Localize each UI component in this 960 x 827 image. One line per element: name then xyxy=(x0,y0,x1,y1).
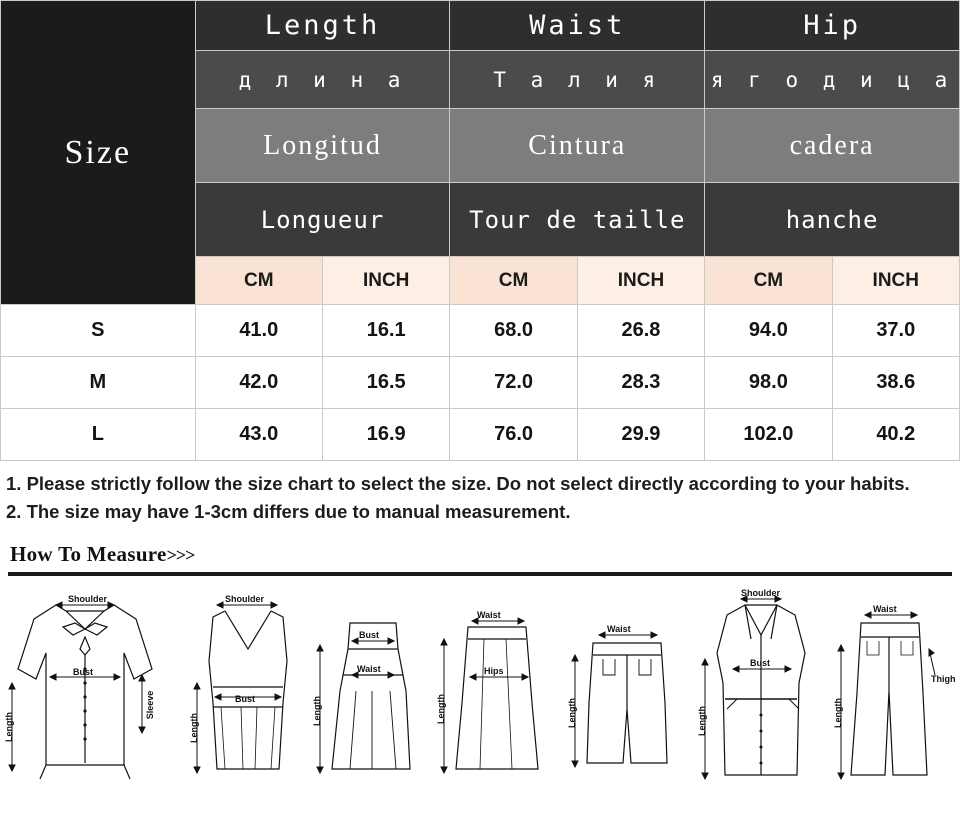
column-header-waist-fr: Tour de taille xyxy=(450,183,705,257)
column-header-waist-en: Waist xyxy=(450,1,705,51)
label-length: Length xyxy=(4,711,14,742)
camisole-diagram xyxy=(187,583,307,788)
column-header-hip-en: Hip xyxy=(705,1,960,51)
label-bust: Bust xyxy=(750,657,771,668)
label-sleeve: Sleeve xyxy=(145,690,155,719)
label-length: Length xyxy=(436,693,447,724)
unit-length-inch: INCH xyxy=(322,257,449,305)
cell-m-hip-cm: 98.0 xyxy=(705,357,832,409)
cell-m-waist-cm: 72.0 xyxy=(450,357,577,409)
cell-l-hip-inch: 40.2 xyxy=(832,409,959,461)
unit-waist-cm: CM xyxy=(450,257,577,305)
table-row xyxy=(1,305,960,357)
label-bust: Bust xyxy=(358,629,379,640)
label-length: Length xyxy=(832,697,843,728)
label-shoulder: Shoulder xyxy=(224,593,264,604)
label-waist: Waist xyxy=(872,603,897,614)
unit-waist-inch: INCH xyxy=(577,257,704,305)
cell-l-length-inch: 16.9 xyxy=(322,409,449,461)
mini-skirt-diagram xyxy=(432,583,562,788)
label-waist: Waist xyxy=(477,609,502,620)
column-header-length-ru: д л и н а xyxy=(195,51,450,109)
cell-s-hip-cm: 94.0 xyxy=(705,305,832,357)
label-length: Length xyxy=(188,712,199,743)
column-header-length-es: Longitud xyxy=(195,109,450,183)
arrows-icon: >>> xyxy=(166,544,195,565)
figure-blouse xyxy=(4,583,184,788)
figure-coat xyxy=(693,583,828,788)
label-length: Length xyxy=(567,697,578,728)
unit-length-cm: CM xyxy=(195,257,322,305)
header-row-english xyxy=(1,1,960,51)
table-row xyxy=(1,409,960,461)
flared-skirt-diagram xyxy=(310,583,430,788)
unit-hip-cm: CM xyxy=(705,257,832,305)
unit-hip-inch: INCH xyxy=(832,257,959,305)
figure-flared-skirt xyxy=(310,583,430,788)
cell-l-waist-cm: 76.0 xyxy=(450,409,577,461)
label-hips: Hips xyxy=(484,665,504,676)
how-to-measure-text: How To Measure xyxy=(10,541,167,566)
how-to-measure-title xyxy=(10,542,960,567)
label-waist: Waist xyxy=(356,663,381,674)
cell-m-length-inch: 16.5 xyxy=(322,357,449,409)
cell-s-hip-inch: 37.0 xyxy=(832,305,959,357)
column-header-hip-fr: hanche xyxy=(705,183,960,257)
column-header-waist-ru: Т а л и я xyxy=(450,51,705,109)
size-label-cell: Size xyxy=(1,1,196,305)
cell-m-length-cm: 42.0 xyxy=(195,357,322,409)
cell-l-waist-inch: 29.9 xyxy=(577,409,704,461)
trousers-diagram xyxy=(831,583,956,788)
figure-camisole xyxy=(187,583,307,788)
figure-trousers xyxy=(831,583,956,788)
cell-s-waist-cm: 68.0 xyxy=(450,305,577,357)
label-bust: Bust xyxy=(73,666,93,677)
label-waist: Waist xyxy=(607,623,631,634)
cell-l-hip-cm: 102.0 xyxy=(705,409,832,461)
coat-diagram xyxy=(693,583,828,788)
cell-l-length-cm: 43.0 xyxy=(195,409,322,461)
column-header-length-fr: Longueur xyxy=(195,183,450,257)
cell-m-hip-inch: 38.6 xyxy=(832,357,959,409)
label-shoulder: Shoulder xyxy=(741,587,781,598)
column-header-hip-ru: я г о д и ц а xyxy=(705,51,960,109)
notes-section xyxy=(0,461,960,530)
column-header-waist-es: Cintura xyxy=(450,109,705,183)
note-2: 2. The size may have 1-3cm differs due to manual measurement. xyxy=(6,501,571,523)
cell-s-waist-inch: 26.8 xyxy=(577,305,704,357)
figure-shorts xyxy=(565,583,690,788)
shorts-diagram xyxy=(565,583,690,788)
label-length: Length xyxy=(311,695,322,726)
label-shoulder: Shoulder xyxy=(68,593,108,604)
row-size-m: M xyxy=(1,357,196,409)
cell-m-waist-inch: 28.3 xyxy=(577,357,704,409)
measure-figures xyxy=(0,576,960,788)
figure-mini-skirt xyxy=(432,583,562,788)
label-length: Length xyxy=(697,705,708,736)
cell-s-length-cm: 41.0 xyxy=(195,305,322,357)
column-header-length-en: Length xyxy=(195,1,450,51)
column-header-hip-es: cadera xyxy=(705,109,960,183)
blouse-diagram xyxy=(4,583,184,788)
label-thigh: Thigh xyxy=(930,673,956,684)
label-bust: Bust xyxy=(234,693,255,704)
table-row xyxy=(1,357,960,409)
note-1: 1. Please strictly follow the size chart to select the size. Do not select directly according to your habits. xyxy=(6,473,910,494)
cell-s-length-inch: 16.1 xyxy=(322,305,449,357)
row-size-l: L xyxy=(1,409,196,461)
row-size-s: S xyxy=(1,305,196,357)
